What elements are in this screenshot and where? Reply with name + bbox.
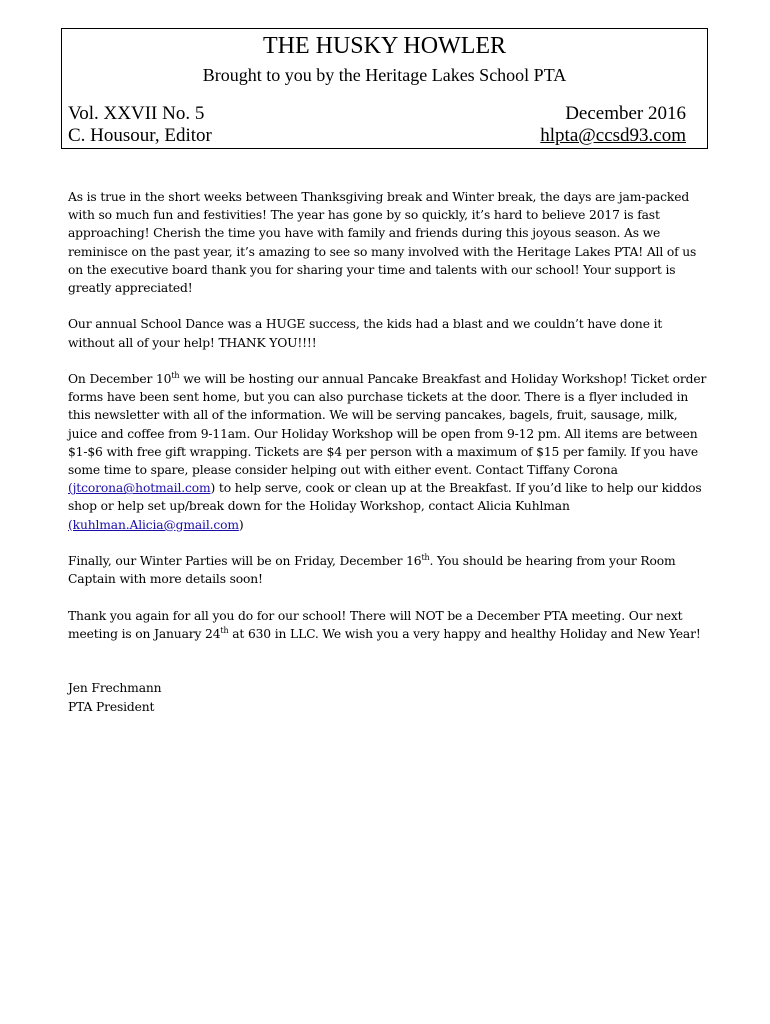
paragraph-pancake-breakfast (68, 370, 708, 534)
signature-role: PTA President (68, 699, 155, 714)
ordinal-suffix: th (220, 625, 229, 635)
text-span: Thank you again for all you do for our school! There will NOT be a December PTA meeting. Our next meeting is on January 24 (68, 608, 683, 641)
masthead-row-issue (68, 103, 686, 125)
tiffany-email-link[interactable]: (jtcorona@hotmail.com (68, 481, 211, 496)
ordinal-suffix: th (171, 370, 180, 380)
text-span: ) (238, 517, 244, 532)
text-span: at 630 in LLC. We wish you a very happy and healthy Holiday and New Year! (228, 626, 701, 641)
text-span: ) to help serve, cook or clean up at the Breakfast. If you’d like to help our kiddos shop or help set up/break down for the Holiday Workshop, contact Alicia Kuhlman (68, 481, 702, 514)
paragraph-thank-you (68, 607, 708, 643)
masthead (61, 28, 708, 149)
newsletter-title: THE HUSKY HOWLER (262, 33, 507, 59)
letter-body (68, 188, 708, 716)
ordinal-suffix: th (421, 552, 430, 562)
text-span: Finally, our Winter Parties will be on Friday, December 16 (68, 554, 422, 569)
paragraph-school-dance: Our annual School Dance was a HUGE success, the kids had a blast and we couldn’t have done it without all of your help! THANK YOU!!!! (68, 317, 663, 350)
signature-block (68, 679, 708, 715)
paragraph-intro: As is true in the short weeks between Thanksgiving break and Winter break, the days are jam-packed with so much fun and festivities! The year has gone by so quickly, it’s hard to believe 2017 is fast approaching! Cherish the time you have with family and friends during this joyous season. As we reminisce on the past year, it’s amazing to see so many involved with the Heritage Lakes PTA! All of us on the executive board thank you for sharing your time and talents with our school! Your support is greatly appreciated! (68, 190, 697, 296)
alicia-email-link[interactable]: (kuhlman.Alicia@gmail.com (68, 517, 239, 532)
volume-number: Vol. XXVII No. 5 (68, 103, 205, 124)
paragraph-winter-parties (68, 552, 708, 588)
text-span: we will be hosting our annual Pancake Breakfast and Holiday Workshop! Ticket order forms have been sent home, but you can also purchase tickets at the door. There is a flyer included in this newsletter with all of the information. We will be serving pancakes, bagels, fruit, sausage, milk, juice and coffee from 9-11am. Our Holiday Workshop will be open from 9-12 pm. All items are between $1-$6 with free gift wrapping. Tickets are $4 per person with a maximum of $15 per family. If you have some time to spare, please consider helping out with either event. Contact Tiffany Corona (68, 372, 707, 478)
signature-name: Jen Frechmann (68, 681, 162, 696)
masthead-row-editor (68, 125, 686, 147)
text-span: . You should be hearing from your Room Captain with more details soon! (68, 554, 676, 587)
pta-email-link[interactable]: hlpta@ccsd93.com (540, 125, 686, 146)
text-span: On December 10 (68, 372, 172, 386)
newsletter-subtitle: Brought to you by the Heritage Lakes School PTA (202, 65, 567, 85)
editor-name: C. Housour, Editor (68, 125, 212, 146)
issue-date: December 2016 (565, 103, 686, 124)
